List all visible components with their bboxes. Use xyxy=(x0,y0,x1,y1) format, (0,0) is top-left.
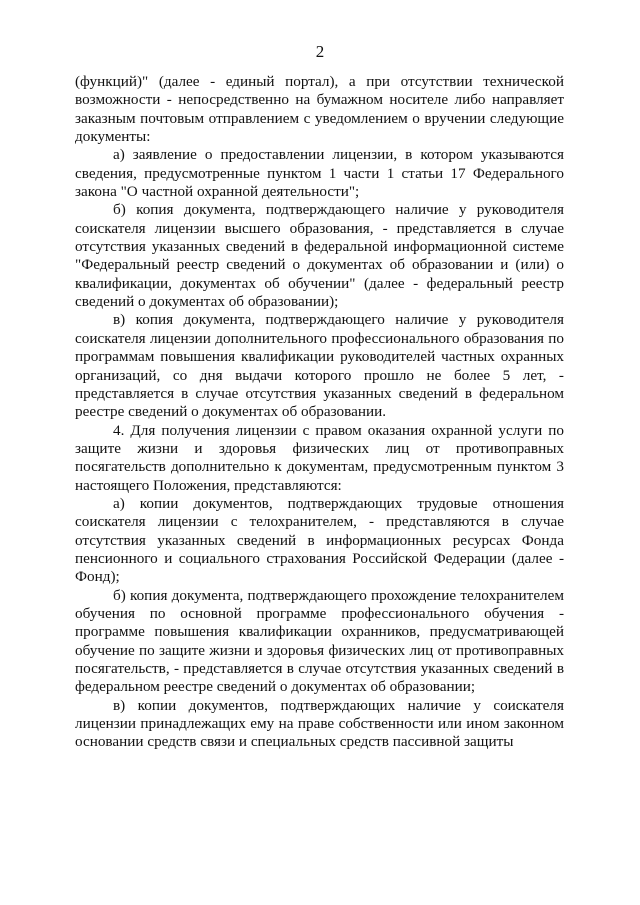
paragraph-continuation: (функций)" (далее - единый портал), а при отсутствии технической возможности - непосредственно на бумажном носителе либо направляет заказным почтовым отправлением с уведомлением о вручении следующие документы: xyxy=(75,73,564,146)
paragraph-item-4a: а) копии документов, подтверждающих трудовые отношения соискателя лицензии с телохранителем, - представляются в случае отсутствия указанных сведений в информационных ресурсах Фонда пенсионного и социального страхования Российской Федерации (далее - Фонд); xyxy=(75,494,564,586)
paragraph-item-4b: б) копия документа, подтверждающего прохождение телохранителем обучения по основной программе профессионального обучения - программе повышения квалификации охранников, предусматривающей обучение по защите жизни и здоровья физических лиц от противоправных посягательств, - представляется в случае отсутствия указанных сведений в федеральном реестре сведений о документах об образовании; xyxy=(75,586,564,696)
paragraph-clause-4: 4. Для получения лицензии с правом оказания охранной услуги по защите жизни и здоровья физических лиц от противоправных посягательств дополнительно к документам, предусмотренным пунктом 3 настоящего Положения, представляются: xyxy=(75,421,564,494)
paragraph-item-4v: в) копии документов, подтверждающих наличие у соискателя лицензии принадлежащих ему на праве собственности или ином законном основании средств связи и специальных средств пассивной защиты xyxy=(75,696,564,751)
page-number: 2 xyxy=(315,42,325,61)
paragraph-item-3v: в) копия документа, подтверждающего наличие у руководителя соискателя лицензии дополнительного профессионального образования по программам повышения квалификации руководителей частных охранных организаций, со дня выдачи которого прошло не более 5 лет, - представляется в случае отсутствия указанных сведений в федеральном реестре сведений о документах об образовании. xyxy=(75,311,564,421)
document-body xyxy=(75,73,564,752)
paragraph-item-3a: а) заявление о предоставлении лицензии, в котором указываются сведения, предусмотренные пунктом 1 части 1 статьи 17 Федерального закона "О частной охранной деятельности"; xyxy=(75,146,564,201)
paragraph-item-3b: б) копия документа, подтверждающего наличие у руководителя соискателя лицензии высшего образования, - представляется в случае отсутствия указанных сведений в федеральной информационной системе "Федеральный реестр сведений о документах об образовании и (или) о квалификации, документах об обучении" (далее - федеральный реестр сведений о документах об образовании); xyxy=(75,201,564,311)
